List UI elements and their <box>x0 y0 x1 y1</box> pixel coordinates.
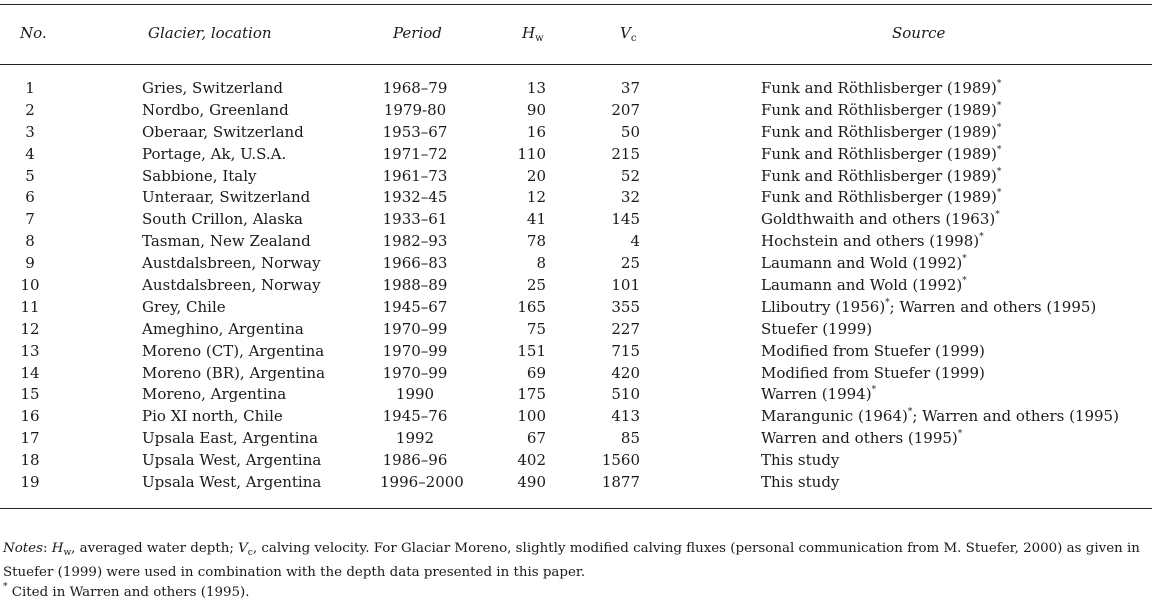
glacier-location-cell: Sabbione, Italy <box>142 166 257 185</box>
row-number: 10 <box>20 276 40 295</box>
row-number: 6 <box>25 188 35 207</box>
notes-hw-main: H <box>51 541 64 556</box>
source-cell <box>761 252 967 274</box>
table-row <box>0 449 1152 471</box>
period-cell: 1996–2000 <box>380 473 464 492</box>
source-footnote-mark: * <box>996 79 1002 89</box>
notes-label: Notes <box>3 541 43 556</box>
source-cell <box>761 143 1001 165</box>
row-number: 18 <box>20 451 40 470</box>
glacier-location-cell: Moreno (CT), Argentina <box>142 341 325 360</box>
period-cell: 1970–99 <box>382 319 448 338</box>
source-cell <box>761 186 1001 208</box>
period-cell: 1990 <box>395 385 435 404</box>
row-number: 15 <box>20 385 40 404</box>
header-hw-sub: w <box>535 33 544 44</box>
row-number: 17 <box>20 429 40 448</box>
glacier-location-cell: Ameghino, Argentina <box>142 319 304 338</box>
source-text: Stuefer (1999) <box>761 319 873 338</box>
period-cell: 1933–61 <box>382 210 448 229</box>
row-number: 14 <box>20 363 40 382</box>
table-row <box>0 143 1152 165</box>
source-cell <box>761 427 962 449</box>
calving-velocity-cell: 207 <box>611 100 640 119</box>
period-cell: 1953–67 <box>382 122 448 141</box>
calving-velocity-cell: 4 <box>630 232 640 251</box>
notes-hw-sub: w <box>63 548 72 558</box>
table-row <box>0 362 1152 384</box>
source-cell <box>761 318 872 340</box>
source-footnote-mark: * <box>995 210 1000 221</box>
top-rule <box>0 4 1152 5</box>
period-cell: 1982–93 <box>382 232 448 251</box>
source-footnote-mark: * <box>979 232 984 243</box>
source-footnote-mark: * <box>885 297 890 308</box>
source-cell <box>761 274 967 296</box>
row-number: 8 <box>25 232 35 251</box>
calving-velocity-cell: 52 <box>620 166 640 185</box>
water-depth-cell: 75 <box>526 319 546 338</box>
period-cell: 1988–89 <box>382 276 448 295</box>
table-row <box>0 230 1152 252</box>
water-depth-cell: 100 <box>517 407 546 426</box>
source-footnote-mark: * <box>957 429 963 440</box>
source-text: This study <box>761 473 840 492</box>
glacier-location-cell: Nordbo, Greenland <box>142 100 289 119</box>
source-cell <box>761 383 876 405</box>
glacier-location-cell: Unteraar, Switzerland <box>142 188 311 207</box>
calving-velocity-cell: 510 <box>611 385 640 404</box>
source-footnote-mark: * <box>962 254 967 265</box>
row-number: 3 <box>25 122 35 141</box>
glacier-location-cell: Austdalsbreen, Norway <box>142 276 321 295</box>
source-footnote-mark: * <box>962 276 967 287</box>
row-number: 9 <box>25 254 35 273</box>
water-depth-cell: 151 <box>517 341 546 360</box>
source-text: Warren (1994) <box>761 385 872 404</box>
glacier-location-cell: Upsala East, Argentina <box>142 429 319 448</box>
source-cell <box>761 165 1001 187</box>
calving-velocity-cell: 715 <box>611 341 640 360</box>
row-number: 12 <box>20 319 40 338</box>
water-depth-cell: 110 <box>517 144 546 163</box>
period-cell: 1986–96 <box>382 451 448 470</box>
table-row <box>0 427 1152 449</box>
water-depth-cell: 25 <box>526 276 546 295</box>
water-depth-cell: 78 <box>526 232 546 251</box>
source-footnote-mark: * <box>907 407 913 418</box>
header-hw <box>522 22 544 50</box>
source-cell <box>761 449 839 471</box>
footnote-text: Cited in Warren and others (1995). <box>7 585 250 600</box>
period-cell: 1970–99 <box>382 341 448 360</box>
period-cell: 1971–72 <box>382 144 448 163</box>
glacier-location-cell: Moreno, Argentina <box>142 385 287 404</box>
row-number: 16 <box>20 407 40 426</box>
source-text: Funk and Röthlisberger (1989) <box>761 188 997 207</box>
period-cell: 1945–76 <box>382 407 448 426</box>
calving-velocity-cell: 413 <box>611 407 640 426</box>
source-text: Goldthwaith and others (1963) <box>761 210 996 229</box>
glacier-location-cell: South Crillon, Alaska <box>142 210 303 229</box>
source-cell <box>761 121 1001 143</box>
footnote <box>3 583 250 602</box>
period-cell: 1945–67 <box>382 297 448 316</box>
glacier-location-cell: Oberaar, Switzerland <box>142 122 304 141</box>
row-number: 4 <box>25 144 35 163</box>
table-row <box>0 383 1152 405</box>
calving-velocity-cell: 1560 <box>601 451 640 470</box>
header-source: Source <box>892 24 946 42</box>
glacier-location-cell: Portage, Ak, U.S.A. <box>142 144 287 163</box>
table-row <box>0 99 1152 121</box>
calving-velocity-cell: 25 <box>620 254 640 273</box>
water-depth-cell: 8 <box>536 254 546 273</box>
calving-velocity-cell: 145 <box>611 210 640 229</box>
header-period: Period <box>393 24 442 42</box>
table-row <box>0 77 1152 99</box>
source-footnote-mark: * <box>996 188 1002 199</box>
calving-velocity-cell: 1877 <box>601 473 640 492</box>
water-depth-cell: 490 <box>517 473 546 492</box>
table-row <box>0 165 1152 187</box>
source-text: Laumann and Wold (1992) <box>761 254 963 273</box>
calving-velocity-cell: 227 <box>611 319 640 338</box>
glacier-location-cell: Pio XI north, Chile <box>142 407 283 426</box>
calving-velocity-cell: 50 <box>620 122 640 141</box>
table-row <box>0 121 1152 143</box>
source-cell <box>761 230 984 252</box>
glacier-location-cell: Gries, Switzerland <box>142 79 283 97</box>
table-row <box>0 252 1152 274</box>
period-cell: 1961–73 <box>382 166 448 185</box>
water-depth-cell: 16 <box>526 122 546 141</box>
period-cell: 1992 <box>395 429 435 448</box>
source-footnote-mark: * <box>996 100 1002 111</box>
notes-hw-text: , averaged water depth; <box>71 541 239 556</box>
period-cell: 1966–83 <box>382 254 448 273</box>
glacier-location-cell: Upsala West, Argentina <box>142 451 322 470</box>
source-cell <box>761 471 839 493</box>
calving-velocity-cell: 37 <box>620 79 640 97</box>
period-cell: 1979-80 <box>383 100 447 119</box>
water-depth-cell: 175 <box>517 385 546 404</box>
header-vc-main: V <box>620 24 631 42</box>
table-row <box>0 186 1152 208</box>
period-cell: 1970–99 <box>382 363 448 382</box>
glacier-location-cell: Austdalsbreen, Norway <box>142 254 321 273</box>
period-cell: 1968–79 <box>382 79 448 97</box>
row-number: 13 <box>20 341 40 360</box>
source-cell <box>761 362 985 384</box>
water-depth-cell: 41 <box>526 210 546 229</box>
source-text: Funk and Röthlisberger (1989) <box>761 144 997 163</box>
source-text: Modified from Stuefer (1999) <box>761 341 985 360</box>
water-depth-cell: 20 <box>526 166 546 185</box>
table-row <box>0 405 1152 427</box>
source-text: Warren and others (1995) <box>761 429 958 448</box>
row-number: 11 <box>20 297 40 316</box>
glacier-location-cell: Upsala West, Argentina <box>142 473 322 492</box>
source-text: This study <box>761 451 840 470</box>
table-row <box>0 318 1152 340</box>
header-glacier: Glacier, location <box>148 24 272 42</box>
source-cell <box>761 99 1001 121</box>
source-text: Hochstein and others (1998) <box>761 232 980 251</box>
calving-velocity-cell: 32 <box>620 188 640 207</box>
notes-vc-sub: c <box>247 548 253 558</box>
source-cell <box>761 340 985 362</box>
calving-velocity-cell: 355 <box>611 297 640 316</box>
table-row <box>0 208 1152 230</box>
glacier-location-cell: Moreno (BR), Argentina <box>142 363 326 382</box>
source-text-extra: ; Warren and others (1995) <box>889 297 1097 316</box>
water-depth-cell: 69 <box>526 363 546 382</box>
glacier-location-cell: Tasman, New Zealand <box>142 232 311 251</box>
period-cell: 1932–45 <box>382 188 448 207</box>
glacier-location-cell: Grey, Chile <box>142 297 226 316</box>
source-cell <box>761 296 1096 318</box>
source-cell <box>761 405 1119 427</box>
water-depth-cell: 67 <box>526 429 546 448</box>
table-notes <box>3 539 1143 582</box>
table-row <box>0 296 1152 318</box>
water-depth-cell: 90 <box>526 100 546 119</box>
header-no: No. <box>20 24 47 42</box>
bottom-rule <box>0 508 1152 509</box>
source-text: Funk and Röthlisberger (1989) <box>761 100 997 119</box>
table-body <box>0 77 1152 493</box>
table-row <box>0 274 1152 296</box>
water-depth-cell: 13 <box>526 79 546 97</box>
row-number: 1 <box>25 79 35 97</box>
source-text: Marangunic (1964) <box>761 407 908 426</box>
source-cell <box>761 208 1000 230</box>
row-number: 2 <box>25 100 35 119</box>
notes-colon: : <box>42 541 52 556</box>
row-number: 7 <box>25 210 35 229</box>
calving-velocity-cell: 215 <box>611 144 640 163</box>
source-footnote-mark: * <box>996 122 1002 133</box>
notes-vc-text: , calving velocity. For Glaciar Moreno, slightly modified calving fluxes (personal communication from M. Stuefer, 2000) as given in Stuefer (1999) were used in combination with the depth data presented in this paper. <box>3 541 1140 580</box>
calving-velocity-cell: 420 <box>611 363 640 382</box>
header-rule <box>0 64 1152 65</box>
source-text-extra: ; Warren and others (1995) <box>912 407 1119 426</box>
header-vc <box>620 22 636 50</box>
water-depth-cell: 12 <box>526 188 546 207</box>
row-number: 19 <box>20 473 40 492</box>
table-row <box>0 340 1152 362</box>
table-row <box>0 471 1152 493</box>
source-text: Laumann and Wold (1992) <box>761 276 963 295</box>
row-number: 5 <box>25 166 35 185</box>
source-footnote-mark: * <box>871 385 877 396</box>
source-footnote-mark: * <box>996 144 1002 155</box>
source-text: Funk and Röthlisberger (1989) <box>761 79 997 97</box>
source-footnote-mark: * <box>996 166 1002 177</box>
source-cell <box>761 77 1001 99</box>
source-text: Lliboutry (1956) <box>761 297 886 316</box>
header-hw-main: H <box>522 24 536 42</box>
header-vc-sub: c <box>630 33 637 44</box>
water-depth-cell: 402 <box>517 451 546 470</box>
footnote-mark: * <box>3 582 8 592</box>
source-text: Funk and Röthlisberger (1989) <box>761 166 997 185</box>
calving-velocity-cell: 85 <box>620 429 640 448</box>
notes-vc-main: V <box>238 541 248 556</box>
source-text: Funk and Röthlisberger (1989) <box>761 122 997 141</box>
source-text: Modified from Stuefer (1999) <box>761 363 985 382</box>
water-depth-cell: 165 <box>517 297 546 316</box>
calving-velocity-cell: 101 <box>611 276 640 295</box>
